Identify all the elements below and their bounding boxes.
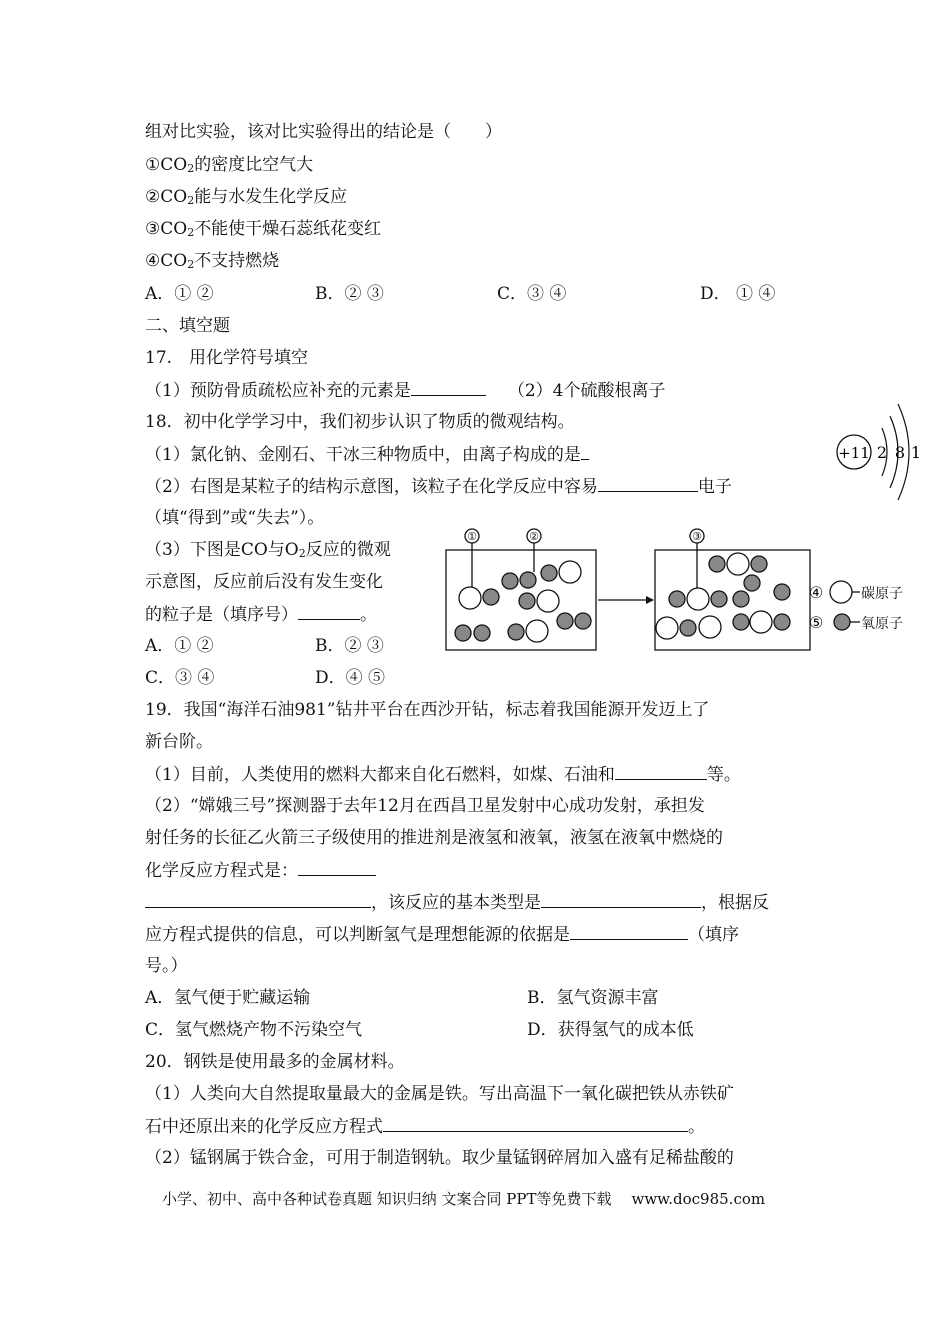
q20-part2-line1: （2）锰钢属于铁合金，可用于制造钢轨。取少量锰钢碎屑加入盛有足稀盐酸的 [145,1148,734,1168]
q18-part3-line2: 示意图，反应前后没有发生变化 [145,572,383,592]
oxygen-atom [502,573,518,589]
q18-option-d: D．④ ⑤ [315,668,386,688]
q19-part2-line4: ，该反应的基本类型是 ，根据反 [145,891,769,914]
q16-statement: $④CO_2$不支持燃烧 [145,251,280,271]
section-heading: 二、填空题 [145,316,230,336]
answer-blank[interactable] [615,763,707,780]
answer-blank[interactable] [145,891,371,908]
diagram-marker: ③ [692,530,702,543]
oxygen-atom [575,613,591,629]
oxygen-atom [519,593,535,609]
q19-option-d: D．获得氢气的成本低 [527,1020,694,1040]
q19-option-a: A．氢气便于贮藏运输 [145,988,311,1008]
oxygen-atom [774,614,790,630]
q16-option-c: C．③ ④ [497,284,567,304]
q16-option-a: A．① ② [145,284,214,304]
q17-stem: 17. 用化学符号填空 [145,348,309,368]
arrow-head-icon [646,596,654,604]
legend-number: ⑤ [809,613,824,632]
q16-statement: $③CO_2$不能使干燥石蕊纸花变红 [145,219,382,239]
carbon-atom [687,588,709,610]
oxygen-atom [520,572,536,588]
oxygen-atom [455,625,471,641]
q19-stem-cont: 新台阶。 [145,732,213,752]
q19-part2-line2: 射任务的长征乙火箭三子级使用的推进剂是液氢和液氧，液氢在液氧中燃烧的 [145,828,723,848]
q16-option-b: B．② ③ [315,284,384,304]
answer-blank[interactable] [541,891,701,908]
page-footer [162,1189,765,1209]
q19-part2-line3: 化学反应方程式是： [145,859,376,882]
carbon-atom [537,590,559,612]
q19-part2-line1: （2）“嫦娥三号”探测器于去年12月在西昌卫星发射中心成功发射，承担发 [145,796,705,816]
shell-electron-count: 8 [894,443,906,462]
oxygen-atom [474,625,490,641]
legend-carbon-symbol [830,581,852,603]
legend-number: ④ [809,583,824,602]
carbon-atom [750,611,772,633]
q18-option-b: B．② ③ [315,636,384,656]
oxygen-atom [733,591,749,607]
legend-label: 氧原子 [861,616,903,632]
oxygen-atom [508,624,524,640]
oxygen-atom [709,556,725,572]
carbon-atom [656,617,678,639]
q18-part3-line3: 的粒子是（填序号） 。 [145,605,377,625]
nucleus-charge: +11 [838,444,870,462]
oxygen-atom [711,591,727,607]
q19-part2-line6: 号。） [145,956,188,976]
q19-option-b: B．氢气资源丰富 [527,988,659,1008]
carbon-atom [699,616,721,638]
q19-option-c: C．氢气燃烧产物不污染空气 [145,1020,363,1040]
diagram-marker: ① [467,530,477,543]
q20-part1-line1: （1）人类向大自然提取量最大的金属是铁。写出高温下一氧化碳把铁从赤铁矿 [145,1084,734,1104]
legend-label: 碳原子 [861,586,903,602]
answer-blank[interactable] [411,379,486,396]
q17-parts: （1）预防骨质疏松应补充的元素是 （2）4个硫酸根离子 [145,381,666,401]
q18-option-a: A．① ② [145,636,214,656]
carbon-atom [727,553,749,575]
carbon-atom [559,561,581,583]
shell-electron-count: 1 [910,443,922,462]
shell-electron-count: 2 [876,443,888,462]
q19-stem: 19．我国“海洋石油981”钻井平台在西沙开钻，标志着我国能源开发迈上了 [145,700,710,720]
q19-part2-line5: 应方程式提供的信息，可以判断氢气是理想能源的依据是 （填序 [145,925,739,945]
answer-blank[interactable] [383,1115,688,1132]
q18-part1: （1）氯化钠、金刚石、干冰三种物质中，由离子构成的是 [145,443,589,466]
q19-part1: （1）目前，人类使用的燃料大都来自化石燃料，如煤、石油和 等。 [145,765,741,785]
q18-part3-line1: （3）下图是CO与$O_2$反应的微观 [145,540,391,560]
oxygen-atom [751,556,767,572]
oxygen-atom [744,575,760,591]
answer-blank[interactable] [598,475,698,492]
footer-url[interactable]: www.doc985.com [631,1190,766,1208]
oxygen-atom [557,613,573,629]
answer-blank[interactable] [298,603,360,620]
answer-blank[interactable] [581,443,589,460]
q16-statement: $②CO_2$能与水发生化学反应 [145,187,348,207]
q16-option-d: D． ① ④ [700,284,776,304]
oxygen-atom [483,589,499,605]
q18-stem: 18．初中化学学习中，我们初步认识了物质的微观结构。 [145,412,575,432]
legend-oxygen-symbol [834,614,850,630]
atom-structure-diagram [830,400,930,504]
oxygen-atom [680,620,696,636]
q20-part1-line2: 石中还原出来的化学反应方程式 。 [145,1117,705,1137]
answer-blank[interactable] [298,859,376,876]
oxygen-atom [733,614,749,630]
q18-option-c: C．③ ④ [145,668,215,688]
answer-blank[interactable] [570,923,688,940]
q16-stem-tail: 组对比实验，该对比实验得出的结论是（ ） [145,122,502,142]
q18-part2-note: （填“得到”或“失去”）。 [145,508,325,528]
diagram-marker: ② [529,530,539,543]
q16-statement: $①CO_2$的密度比空气大 [145,155,314,175]
carbon-atom [526,620,548,642]
q18-part2: （2）右图是某粒子的结构示意图，该粒子在化学反应中容易 电子 [145,477,732,497]
carbon-atom [459,587,481,609]
q20-stem: 20．钢铁是使用最多的金属材料。 [145,1052,405,1072]
footer-text: 小学、初中、高中各种试卷真题 知识归纳 文案合同 PPT等免费下载 [162,1190,612,1208]
reaction-micro-diagram [440,522,930,657]
oxygen-atom [774,584,790,600]
oxygen-atom [541,565,557,581]
oxygen-atom [669,591,685,607]
